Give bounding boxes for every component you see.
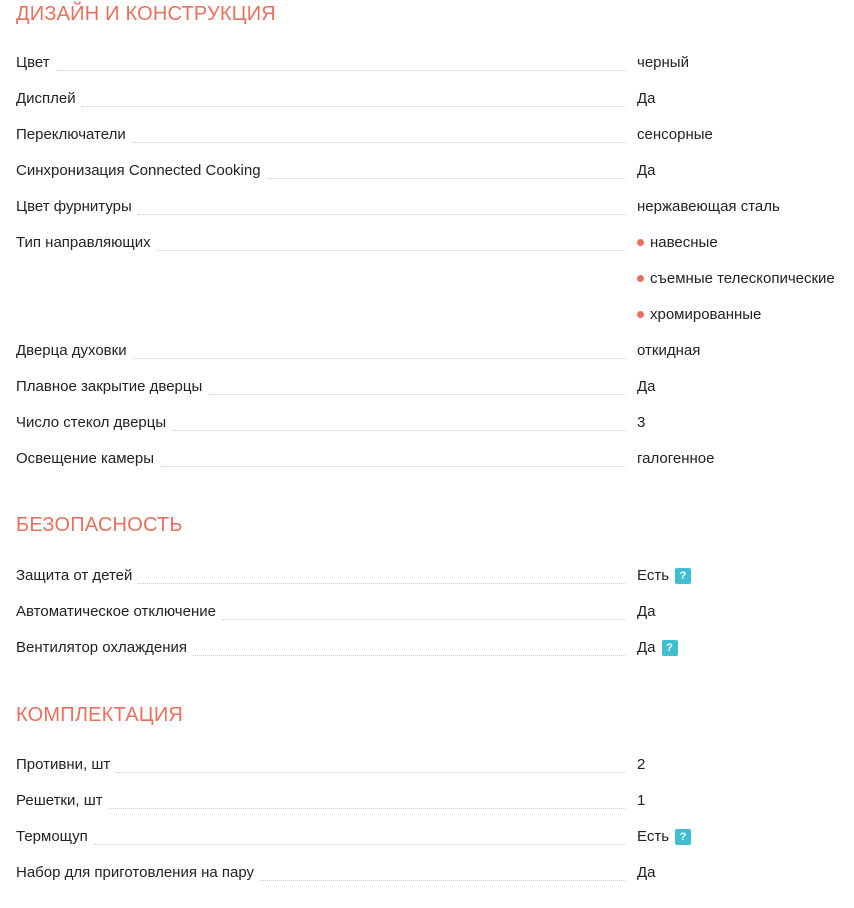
dotted-leader [157,250,626,251]
spec-row-steam-set [16,855,854,891]
spec-row-soft-close [16,369,854,405]
bullet-icon [637,275,644,282]
spec-value-list-item [637,261,835,297]
dotted-leader [56,70,626,71]
spec-value: съемные телескопические [650,270,835,287]
help-icon[interactable]: ? [675,829,691,845]
spec-label: Термощуп [16,819,94,855]
dotted-leader [82,106,626,107]
dotted-leader [109,808,626,809]
spec-value-wrap [637,630,678,666]
spec-label: Переключатели [16,117,132,153]
spec-value: нержавеющая сталь [637,198,780,215]
spec-row-connected-cooking [16,153,854,189]
spec-label: Синхронизация Connected Cooking [16,153,267,189]
spec-row-door-glass [16,405,854,441]
spec-label: Плавное закрытие дверцы [16,369,208,405]
help-icon[interactable]: ? [675,568,691,584]
dotted-leader [138,214,626,215]
spec-value-list-item [637,297,761,333]
section-title-equipment: КОМПЛЕКТАЦИЯ [16,704,184,726]
spec-value: Есть [637,567,670,584]
spec-value: Да [637,639,656,656]
spec-value: 3 [637,414,646,431]
dotted-leader [116,772,626,773]
spec-value: Да [637,90,656,107]
spec-label: Цвет фурнитуры [16,189,138,225]
spec-value: Да [637,378,656,395]
spec-value: Да [637,864,656,881]
help-icon[interactable]: ? [662,640,678,656]
spec-row-probe [16,819,854,855]
spec-value-wrap [637,819,691,855]
spec-label: Автоматическое отключение [16,594,222,630]
spec-label: Освещение камеры [16,441,160,477]
spec-label: Цвет [16,45,56,81]
spec-label: Вентилятор охлаждения [16,630,193,666]
spec-row-racks [16,783,854,819]
spec-value: 1 [637,792,646,809]
dotted-leader [133,358,626,359]
dotted-leader [138,583,626,584]
section-title-safety: БЕЗОПАСНОСТЬ [16,514,183,536]
spec-label: Число стекол дверцы [16,405,172,441]
spec-value: галогенное [637,450,715,467]
dotted-leader [94,844,626,845]
bullet-icon [637,239,644,246]
spec-row-rail-type [16,225,854,333]
spec-value: навесные [650,234,718,251]
spec-value-wrap [637,558,691,594]
dotted-leader [222,619,626,620]
dotted-leader [193,655,626,656]
spec-row-display [16,81,854,117]
dotted-leader [160,466,626,467]
spec-value: черный [637,54,689,71]
dotted-leader [260,880,626,881]
spec-row-oven-door [16,333,854,369]
spec-row-lighting [16,441,854,477]
spec-label: Противни, шт [16,747,116,783]
spec-label: Тип направляющих [16,225,157,261]
spec-label: Набор для приготовления на пару [16,855,260,891]
spec-label: Защита от детей [16,558,138,594]
spec-label: Дисплей [16,81,82,117]
spec-row-cooling-fan [16,630,854,666]
spec-value: сенсорные [637,126,713,143]
spec-value: хромированные [650,306,762,323]
spec-label: Решетки, шт [16,783,109,819]
bullet-icon [637,311,644,318]
spec-value: 2 [637,756,646,773]
dotted-leader [267,178,626,179]
spec-row-auto-off [16,594,854,630]
dotted-leader [172,430,626,431]
spec-value-list-item [637,225,718,261]
spec-label: Дверца духовки [16,333,133,369]
spec-row-trays [16,747,854,783]
section-title-design: ДИЗАЙН И КОНСТРУКЦИЯ [16,3,276,25]
spec-row-switches [16,117,854,153]
section-safety [16,511,854,656]
spec-value: Да [637,603,656,620]
dotted-leader [208,394,626,395]
spec-row-child-lock [16,558,854,594]
section-design [16,0,854,467]
spec-row-fittings-color [16,189,854,225]
spec-value: откидная [637,342,701,359]
dotted-leader [132,142,626,143]
spec-value: Да [637,162,656,179]
section-equipment [16,701,854,881]
spec-row-color [16,45,854,81]
spec-value: Есть [637,828,670,845]
